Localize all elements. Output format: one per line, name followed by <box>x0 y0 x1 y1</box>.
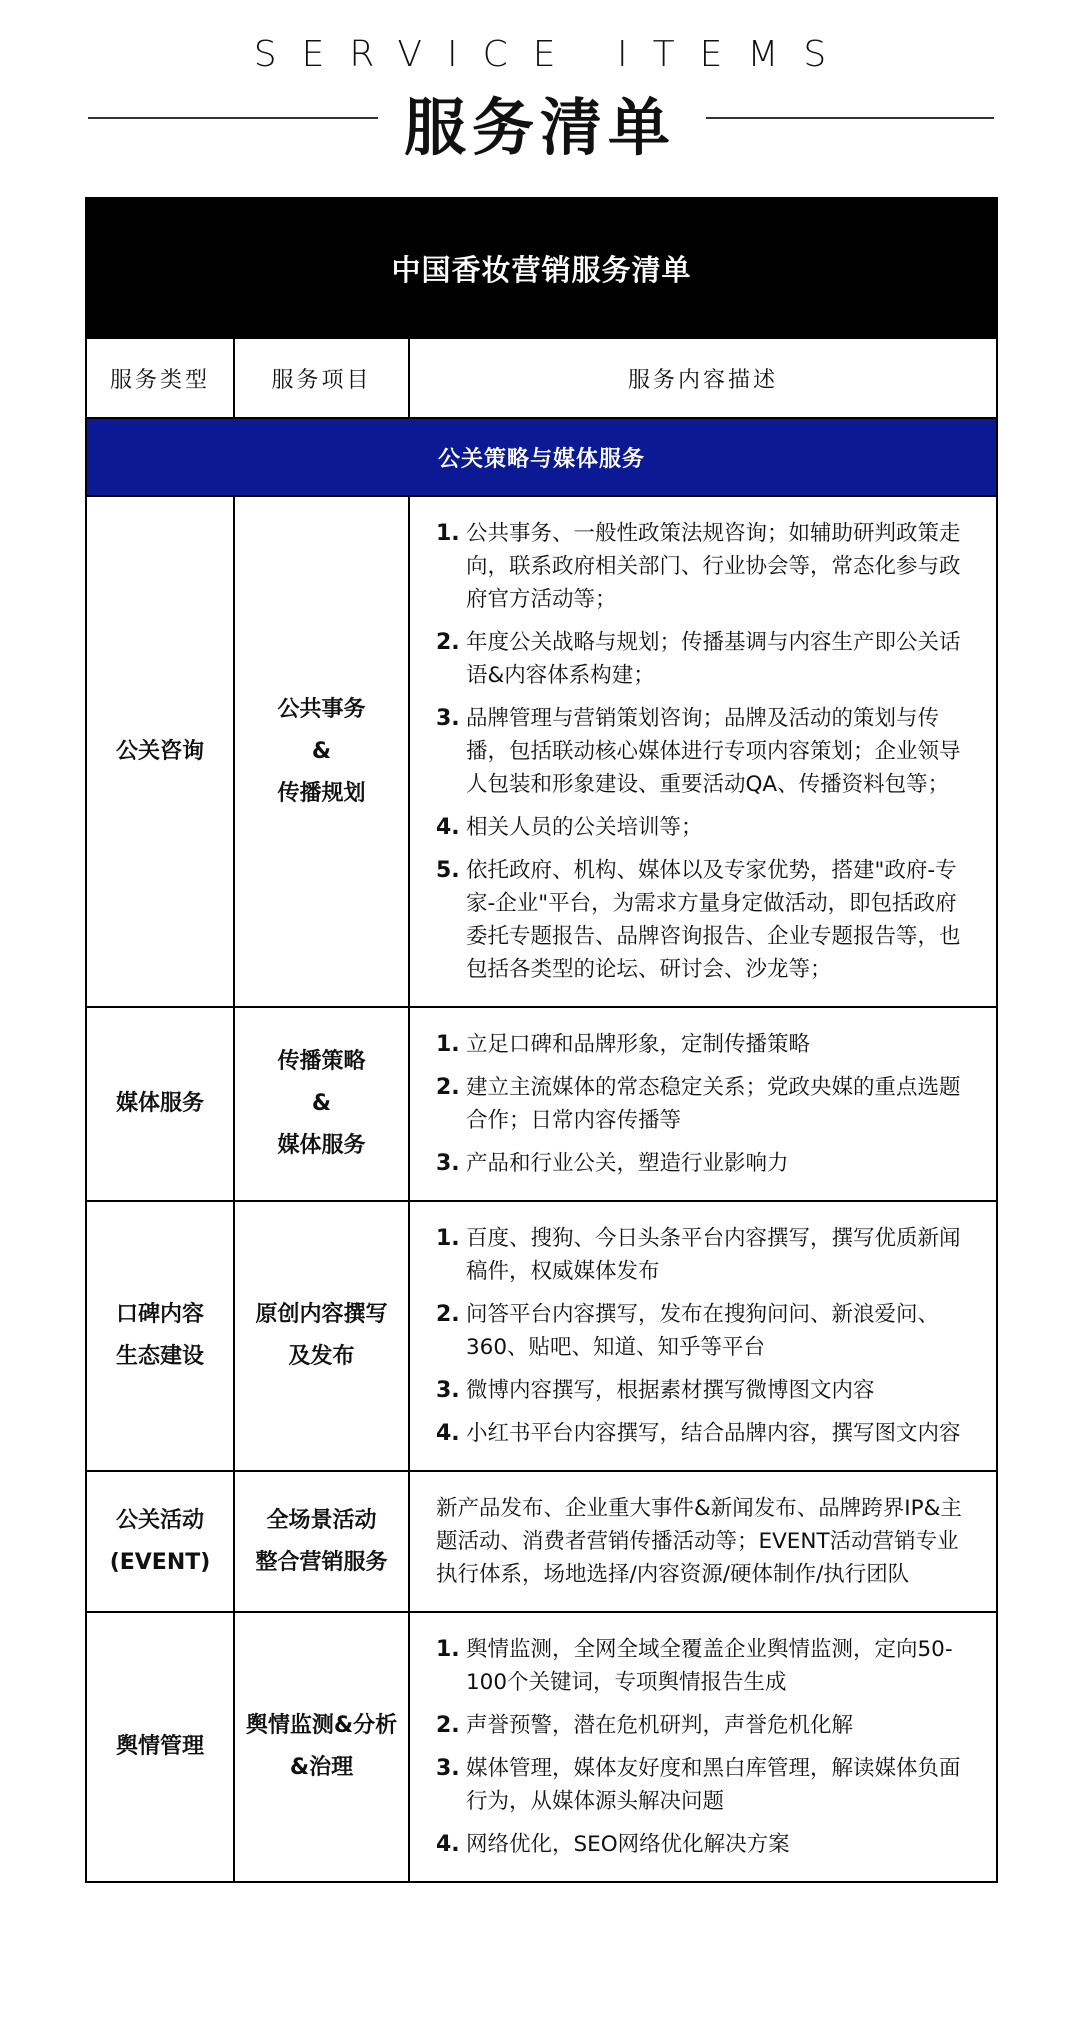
list-item-text: 百度、搜狗、今日头条平台内容撰写，撰写优质新闻稿件，权威媒体发布 <box>466 1226 961 1284</box>
list-item-text: 年度公关战略与规划；传播基调与内容生产即公关话语&内容体系构建； <box>466 630 961 688</box>
service-type-line: 舆情管理 <box>115 1734 204 1759</box>
service-item-cell <box>234 1612 409 1882</box>
service-type-line: 口碑内容 <box>115 1302 204 1327</box>
list-item-text: 立足口碑和品牌形象，定制传播策略 <box>466 1032 811 1057</box>
service-description-cell <box>409 1471 997 1612</box>
service-item-line: & <box>311 1091 332 1116</box>
service-type-line: (EVENT) <box>109 1549 211 1575</box>
table-row <box>86 1471 997 1612</box>
list-item-text: 公共事务、一般性政策法规咨询；如辅助研判政策走向，联系政府相关部门、行业协会等，常态化参与政府官方活动等； <box>466 521 961 612</box>
list-item <box>436 626 974 692</box>
service-item-line: 传播规划 <box>277 780 366 806</box>
service-type-cell <box>86 1612 234 1882</box>
service-type-line: 媒体服务 <box>115 1091 204 1116</box>
list-item <box>436 517 974 616</box>
service-type-cell <box>86 1201 234 1471</box>
list-item-number: 1. <box>436 1032 460 1057</box>
service-description-cell <box>409 1007 997 1201</box>
service-item-cell <box>234 1471 409 1612</box>
service-type-line: 生态建设 <box>115 1344 204 1369</box>
list-item-number: 2. <box>436 1713 460 1738</box>
list-item-text: 微博内容撰写，根据素材撰写微博图文内容 <box>466 1378 875 1403</box>
table-body <box>86 496 997 1882</box>
list-item <box>436 1709 974 1742</box>
list-item-text: 产品和行业公关，塑造行业影响力 <box>466 1151 789 1176</box>
service-item-cell <box>234 496 409 1007</box>
service-item-line: 全场景活动 <box>266 1507 377 1533</box>
list-item-text: 依托政府、机构、媒体以及专家优势，搭建"政府-专家-企业"平台，为需求方量身定做活动，即包括政府委托专题报告、品牌咨询报告、企业专题报告等，也包括各类型的论坛、研讨会、沙龙等； <box>466 858 961 982</box>
service-item-line: 及发布 <box>288 1344 355 1369</box>
list-item <box>436 1147 974 1180</box>
description-list <box>436 517 974 986</box>
list-item-number: 5. <box>436 858 460 883</box>
service-item-line: 传播策略 <box>277 1049 366 1074</box>
list-item <box>436 1222 974 1288</box>
service-type-line: 公关咨询 <box>115 738 204 764</box>
service-item-line: 整合营销服务 <box>255 1549 388 1575</box>
service-description-cell <box>409 1612 997 1882</box>
table-title-row <box>86 198 997 338</box>
column-header-item: 服务项目 <box>234 338 409 418</box>
page-header <box>0 0 1080 190</box>
service-item-line: &治理 <box>289 1755 354 1780</box>
service-item-line: 媒体服务 <box>277 1133 366 1158</box>
list-item-text: 媒体管理，媒体友好度和黑白库管理，解读媒体负面行为，从媒体源头解决问题 <box>466 1756 961 1814</box>
list-item-text: 声誉预警，潜在危机研判，声誉危机化解 <box>466 1713 854 1738</box>
description-text: 新产品发布、企业重大事件&新闻发布、品牌跨界IP&主题活动、消费者营销传播活动等；EVENT活动营销专业执行体系，场地选择/内容资源/硬体制作/执行团队 <box>436 1496 962 1587</box>
list-item-number: 3. <box>436 1151 460 1176</box>
section-row <box>86 418 997 496</box>
table-row <box>86 1201 997 1471</box>
section-title: 公关策略与媒体服务 <box>86 418 997 496</box>
list-item-text: 小红书平台内容撰写，结合品牌内容，撰写图文内容 <box>466 1421 961 1446</box>
table-row <box>86 1007 997 1201</box>
service-type-cell <box>86 496 234 1007</box>
list-item-number: 3. <box>436 706 460 731</box>
list-item <box>436 1374 974 1407</box>
description-list <box>436 1028 974 1180</box>
list-item <box>436 1298 974 1364</box>
list-item-text: 网络优化，SEO网络优化解决方案 <box>466 1832 790 1857</box>
list-item <box>436 1828 974 1861</box>
page-title: 服务清单 <box>403 91 676 164</box>
service-table <box>85 197 998 1883</box>
service-description-cell <box>409 1201 997 1471</box>
service-item-cell <box>234 1007 409 1201</box>
column-header-desc: 服务内容描述 <box>409 338 997 418</box>
service-item-line: 舆情监测&分析 <box>245 1713 398 1738</box>
list-item-number: 3. <box>436 1378 460 1403</box>
list-item-text: 问答平台内容撰写，发布在搜狗问问、新浪爱问、360、贴吧、知道、知乎等平台 <box>466 1302 940 1360</box>
service-item-line: & <box>311 738 332 764</box>
service-item-line: 原创内容撰写 <box>255 1302 388 1327</box>
list-item-number: 3. <box>436 1756 460 1781</box>
description-list <box>436 1222 974 1450</box>
list-item-number: 2. <box>436 1075 460 1100</box>
service-type-line: 公关活动 <box>115 1507 204 1533</box>
list-item-number: 1. <box>436 521 460 546</box>
list-item <box>436 1752 974 1818</box>
column-header-type: 服务类型 <box>86 338 234 418</box>
list-item-text: 相关人员的公关培训等； <box>466 815 703 840</box>
list-item-number: 1. <box>436 1226 460 1251</box>
list-item <box>436 1028 974 1061</box>
service-description-cell <box>409 496 997 1007</box>
list-item-number: 2. <box>436 630 460 655</box>
list-item-text: 建立主流媒体的常态稳定关系；党政央媒的重点选题合作；日常内容传播等 <box>466 1075 961 1133</box>
table-title: 中国香妆营销服务清单 <box>86 198 997 338</box>
list-item-number: 1. <box>436 1637 460 1662</box>
list-item <box>436 1633 974 1699</box>
list-item <box>436 854 974 986</box>
table-row <box>86 1612 997 1882</box>
list-item <box>436 1071 974 1137</box>
table-row <box>86 496 997 1007</box>
list-item <box>436 702 974 801</box>
list-item <box>436 811 974 844</box>
table-header-row <box>86 338 997 418</box>
list-item-number: 4. <box>436 815 460 840</box>
list-item-number: 4. <box>436 1421 460 1446</box>
list-item-number: 2. <box>436 1302 460 1327</box>
description-list <box>436 1633 974 1861</box>
list-item-text: 品牌管理与营销策划咨询；品牌及活动的策划与传播，包括联动核心媒体进行专项内容策划；企业领导人包装和形象建设、重要活动QA、传播资料包等； <box>466 706 961 797</box>
service-item-line: 公共事务 <box>277 696 366 722</box>
header-subtitle-en: SERVICE ITEMS <box>253 34 852 75</box>
list-item-number: 4. <box>436 1832 460 1857</box>
list-item <box>436 1417 974 1450</box>
list-item-text: 舆情监测，全网全域全覆盖企业舆情监测，定向50-100个关键词，专项舆情报告生成 <box>466 1637 953 1695</box>
header-rule-right <box>706 117 994 119</box>
service-type-cell <box>86 1471 234 1612</box>
service-type-cell <box>86 1007 234 1201</box>
service-item-cell <box>234 1201 409 1471</box>
